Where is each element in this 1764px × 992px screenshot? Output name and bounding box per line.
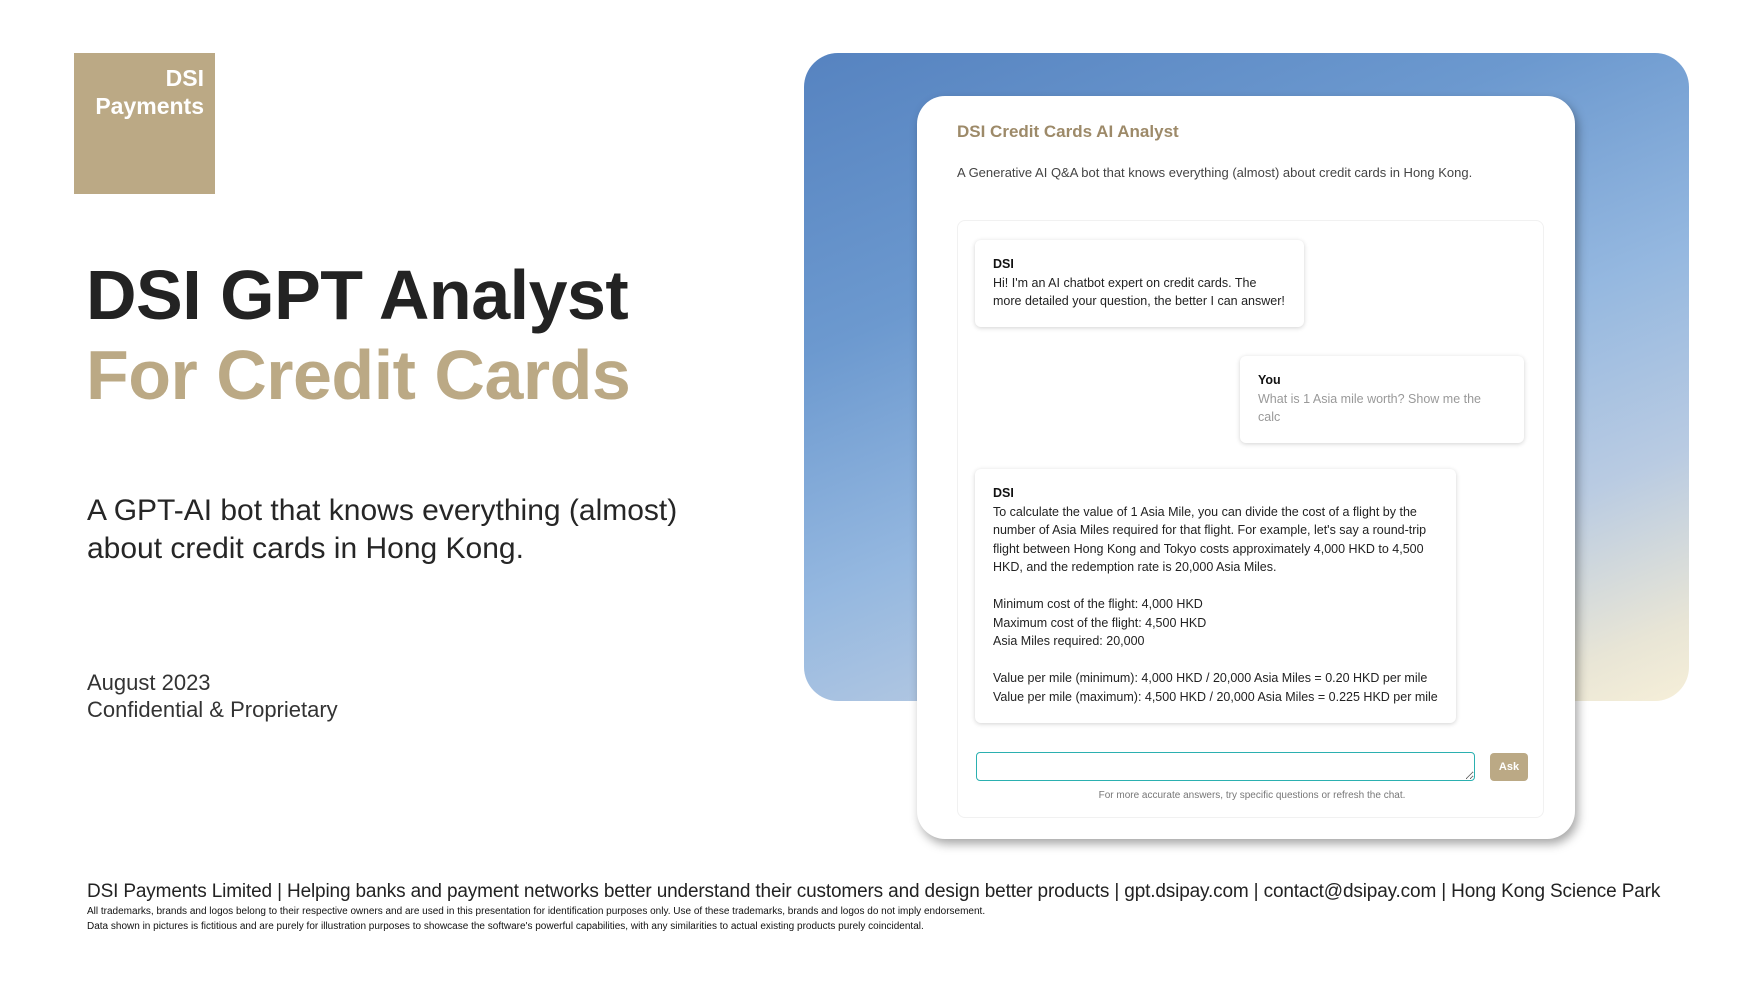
ask-button[interactable]: Ask (1490, 753, 1528, 781)
footer-company-line: DSI Payments Limited | Helping banks and payment networks better understand their customers and design better products | gpt.dsipay.com | contact@dsipay.com | Hong Kong Science Park (87, 881, 1661, 902)
message-line: Minimum cost of the flight: 4,000 HKD (993, 597, 1203, 611)
message-line: To calculate the value of 1 Asia Mile, you can divide the cost of a flight by the (993, 504, 1417, 519)
message-sender: DSI (993, 486, 1014, 500)
app-title: DSI Credit Cards AI Analyst (957, 122, 1179, 141)
message-line: Value per mile (minimum): 4,000 HKD / 20,000 Asia Miles = 0.20 HKD per mile (993, 671, 1428, 685)
message-line: more detailed your question, the better I can answer! (993, 294, 1285, 308)
input-hint: For more accurate answers, try specific questions or refresh the chat. (1098, 790, 1406, 801)
question-input[interactable] (976, 752, 1475, 781)
message-sender: You (1258, 373, 1281, 387)
app-description: A Generative AI Q&A bot that knows everything (almost) about credit cards in Hong Kong. (957, 165, 1473, 180)
message-line: Value per mile (maximum): 4,500 HKD / 20,000 Asia Miles = 0.225 HKD per mile (993, 689, 1438, 704)
chat-message-user (1240, 356, 1524, 443)
chat-message-bot (975, 469, 1456, 723)
message-sender: DSI (993, 257, 1014, 271)
message-line (993, 577, 1438, 596)
message-line: number of Asia Miles required for that flight. For example, let's say a round-trip (993, 523, 1427, 537)
chat-message-bot (975, 240, 1304, 327)
presentation-date: August 2023 (87, 670, 211, 695)
chat-app-window (917, 96, 1575, 839)
message-line: HKD, and the redemption rate is 20,000 Asia Miles. (993, 560, 1277, 574)
message-line: Maximum cost of the flight: 4,500 HKD (993, 615, 1207, 630)
hero-title-line-1: DSI GPT Analyst (86, 256, 629, 334)
message-line (993, 651, 1438, 670)
logo-line-2: Payments (95, 93, 204, 119)
confidentiality-label: Confidential & Proprietary (87, 697, 338, 722)
hero-subtitle: A GPT-AI bot that knows everything (almost) about credit cards in Hong Kong. (87, 494, 678, 565)
footer-trademark-disclaimer: All trademarks, brands and logos belong to their respective owners and are used in this presentation for identification purposes only. Use of these trademarks, brands and logos do not imply endorsement. (87, 906, 986, 917)
date-block (87, 669, 338, 723)
footer-data-disclaimer: Data shown in pictures is fictitious and are purely for illustration purposes to showcase the software's powerful capabilities, with any similarities to actual existing products purely coincidental. (87, 921, 924, 932)
message-line: Asia Miles required: 20,000 (993, 634, 1145, 648)
hero-title-line-2: For Credit Cards (86, 336, 631, 414)
chat-area[interactable] (957, 220, 1544, 818)
logo-line-1: DSI (165, 65, 204, 91)
message-line: flight between Hong Kong and Tokyo costs approximately 4,000 HKD to 4,500 (993, 541, 1424, 556)
message-line: Hi! I'm an AI chatbot expert on credit cards. The (993, 275, 1257, 290)
company-logo (74, 53, 215, 194)
message-text: What is 1 Asia mile worth? Show me the calc (1258, 391, 1482, 424)
